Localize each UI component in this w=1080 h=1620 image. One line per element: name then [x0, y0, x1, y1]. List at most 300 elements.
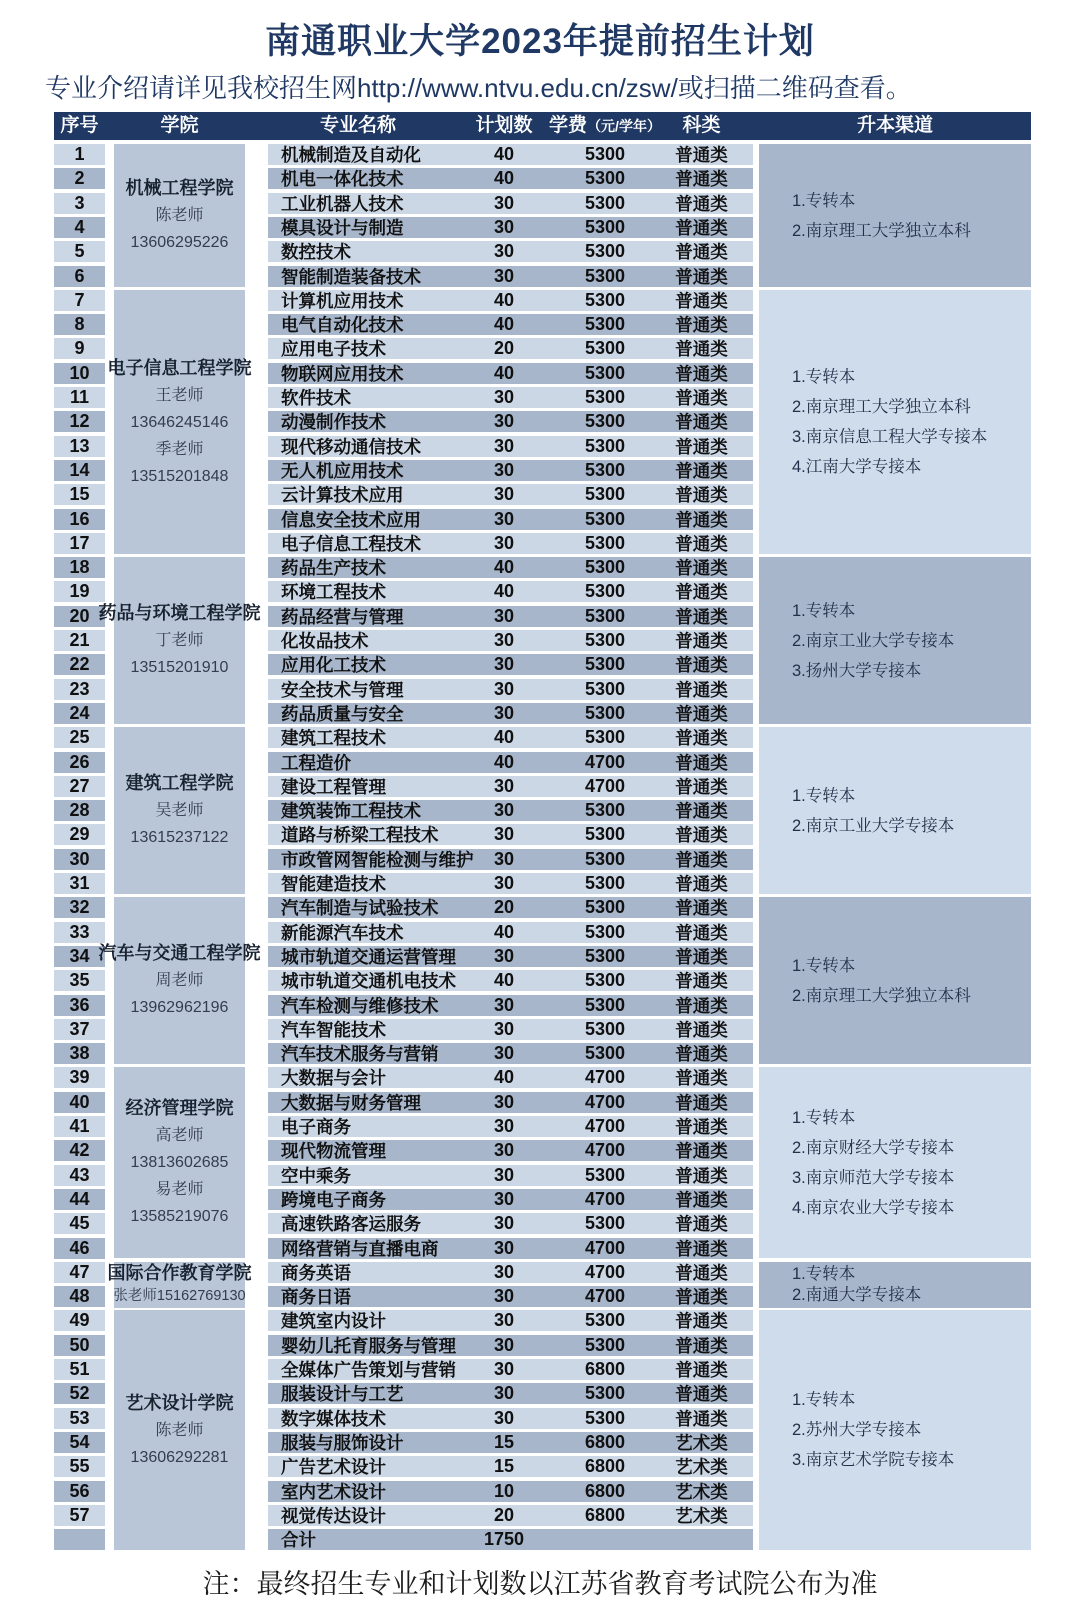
college-cell	[114, 1310, 245, 1550]
row-fee: 5300	[584, 217, 626, 237]
row-seq: 54	[54, 1432, 105, 1453]
channel-item: 4.江南大学专接本	[792, 458, 922, 476]
row-seq: 55	[54, 1456, 105, 1477]
row-seq: 18	[54, 557, 105, 578]
row-seq: 48	[54, 1286, 105, 1307]
row-plan: 30	[493, 1335, 515, 1355]
row-plan: 30	[493, 1092, 515, 1112]
row-category: 艺术类	[675, 1457, 728, 1477]
row-seq: 31	[54, 873, 105, 894]
row-category: 普通类	[675, 1263, 728, 1283]
row-category: 普通类	[675, 510, 728, 530]
row-seq: 38	[54, 1043, 105, 1064]
table-row	[268, 1262, 753, 1283]
row-category: 普通类	[675, 461, 728, 481]
college-cell	[98, 557, 261, 724]
row-fee: 5300	[584, 411, 626, 431]
row-category: 普通类	[675, 607, 728, 627]
college-name: 电子信息工程学院	[107, 357, 252, 378]
table-row	[268, 581, 753, 602]
row-major: 工业机器人技术	[281, 194, 404, 214]
table-row	[268, 314, 753, 335]
table-row	[268, 654, 753, 675]
college-name: 国际合作教育学院	[107, 1263, 252, 1283]
row-category: 普通类	[675, 582, 728, 602]
row-seq: 19	[54, 581, 105, 602]
row-major: 服装设计与工艺	[281, 1384, 404, 1404]
channel-item: 1.专转本	[792, 191, 856, 210]
channel-item: 1.专转本	[792, 1391, 856, 1409]
table-row	[268, 338, 753, 359]
row-fee: 5300	[584, 168, 626, 188]
row-plan: 10	[493, 1481, 515, 1501]
row-fee: 5300	[584, 703, 626, 723]
row-major: 环境工程技术	[281, 582, 386, 602]
table-row	[268, 387, 753, 408]
table-row	[268, 873, 753, 894]
row-major: 建筑工程技术	[281, 728, 386, 748]
row-plan: 40	[493, 314, 515, 334]
row-category: 普通类	[675, 315, 728, 335]
table-row	[268, 1286, 753, 1307]
row-category: 普通类	[675, 169, 728, 189]
row-major: 药品质量与安全	[281, 704, 404, 724]
row-seq: 34	[54, 946, 105, 967]
row-major: 商务英语	[281, 1263, 351, 1283]
row-seq: 57	[54, 1505, 105, 1526]
row-seq: 36	[54, 995, 105, 1016]
row-plan: 30	[493, 995, 515, 1015]
row-plan: 30	[493, 873, 515, 893]
table-row	[268, 995, 753, 1016]
row-seq: 7	[54, 290, 105, 311]
row-category: 普通类	[675, 534, 728, 554]
row-plan: 30	[493, 776, 515, 796]
row-seq: 1	[54, 144, 105, 165]
row-major: 无人机应用技术	[281, 461, 404, 481]
row-seq: 26	[54, 752, 105, 773]
row-fee: 6800	[584, 1456, 626, 1476]
row-major: 现代移动通信技术	[281, 437, 421, 457]
row-fee: 5300	[584, 436, 626, 456]
row-plan: 40	[493, 168, 515, 188]
channel-item: 3.南京艺术学院专接本	[792, 1451, 955, 1469]
row-seq: 40	[54, 1092, 105, 1113]
table-row	[268, 460, 753, 481]
channel-item: 1.专转本	[792, 368, 856, 386]
row-fee: 4700	[584, 1238, 626, 1258]
table-row	[268, 484, 753, 505]
channel-item: 1.专转本	[792, 601, 856, 620]
row-seq: 47	[54, 1262, 105, 1283]
table-row	[268, 557, 753, 578]
row-fee: 5300	[584, 606, 626, 626]
row-fee: 5300	[584, 533, 626, 553]
row-major: 汽车智能技术	[281, 1020, 386, 1040]
row-major: 汽车制造与试验技术	[281, 898, 439, 918]
row-category: 普通类	[675, 1214, 728, 1234]
row-category: 普通类	[675, 1068, 728, 1088]
college-contact: 陈老师	[155, 207, 204, 224]
row-major: 汽车检测与维修技术	[281, 996, 439, 1016]
row-seq: 52	[54, 1383, 105, 1404]
table-row	[268, 1505, 753, 1526]
row-major: 物联网应用技术	[281, 364, 404, 384]
row-plan: 30	[493, 387, 515, 407]
row-seq: 56	[54, 1481, 105, 1502]
row-seq: 53	[54, 1408, 105, 1429]
row-plan: 30	[493, 654, 515, 674]
table-row	[268, 290, 753, 311]
row-seq: 15	[54, 484, 105, 505]
row-category: 普通类	[675, 728, 728, 748]
upgrade-channel-cell	[759, 1310, 1031, 1550]
table-row	[268, 193, 753, 214]
channel-item: 1.专转本	[792, 1265, 856, 1283]
row-fee: 5300	[584, 1213, 626, 1233]
row-category: 普通类	[675, 437, 728, 457]
row-plan: 40	[493, 727, 515, 747]
row-major: 电子信息工程技术	[281, 534, 421, 554]
page-title: 南通职业大学2023年提前招生计划	[265, 22, 815, 61]
row-category: 普通类	[675, 631, 728, 651]
row-plan: 15	[493, 1432, 515, 1452]
fee-unit-label: （元/学年）	[587, 118, 661, 134]
college-cell	[107, 1262, 252, 1308]
row-fee: 5300	[584, 897, 626, 917]
row-category: 普通类	[675, 1117, 728, 1137]
row-fee: 5300	[584, 873, 626, 893]
upgrade-channel-cell	[759, 557, 1031, 724]
channel-item: 2.南京财经大学专接本	[792, 1138, 955, 1157]
enrollment-table	[54, 112, 1031, 1562]
table-row	[268, 1481, 753, 1502]
college-contact: 王老师	[155, 386, 204, 404]
row-fee: 5300	[584, 1335, 626, 1355]
table-row	[268, 411, 753, 432]
table-row	[268, 436, 753, 457]
row-plan: 30	[493, 1043, 515, 1063]
row-major: 网络营销与直播电商	[281, 1239, 439, 1259]
row-major: 大数据与财务管理	[281, 1093, 421, 1113]
channel-item: 3.南京信息工程大学专接本	[792, 428, 988, 446]
row-seq: 11	[54, 387, 105, 408]
row-fee: 5300	[584, 727, 626, 747]
college-contact: 13585219076	[130, 1208, 229, 1225]
row-category: 普通类	[675, 753, 728, 773]
row-seq: 2	[54, 168, 105, 189]
footer-note: 注：最终招生专业和计划数以江苏省教育考试院公布为准	[202, 1569, 878, 1599]
channel-item: 2.南通大学专接本	[792, 1286, 922, 1304]
channel-item: 1.专转本	[792, 956, 856, 975]
row-seq: 27	[54, 776, 105, 797]
college-contact: 季老师	[155, 440, 204, 458]
row-plan: 30	[493, 1408, 515, 1428]
row-seq: 46	[54, 1238, 105, 1259]
row-fee: 5300	[584, 995, 626, 1015]
row-major: 计算机应用技术	[281, 291, 404, 311]
row-plan: 30	[493, 849, 515, 869]
row-plan: 40	[493, 557, 515, 577]
row-category: 普通类	[675, 1093, 728, 1113]
row-major: 全媒体广告策划与营销	[281, 1360, 456, 1380]
row-seq: 42	[54, 1140, 105, 1161]
page-subtitle: 专业介绍请详见我校招生网http://www.ntvu.edu.cn/zsw/或扫描二维码查看。	[45, 73, 912, 103]
row-major: 安全技术与管理	[281, 680, 404, 700]
row-seq: 45	[54, 1213, 105, 1234]
channel-item: 1.专转本	[792, 1108, 856, 1127]
row-seq: 23	[54, 679, 105, 700]
row-major: 应用化工技术	[281, 655, 386, 675]
college-contact: 丁老师	[155, 632, 204, 649]
row-plan: 40	[493, 1067, 515, 1087]
row-major: 数字媒体技术	[281, 1409, 386, 1429]
row-seq: 25	[54, 727, 105, 748]
channel-item: 2.南京理工大学独立本科	[792, 398, 971, 416]
row-fee: 5300	[584, 144, 626, 164]
row-category: 艺术类	[675, 1433, 728, 1453]
row-category: 普通类	[675, 704, 728, 724]
row-major: 城市轨道交通运营管理	[281, 947, 456, 967]
college-contact: 13615237122	[130, 829, 229, 846]
row-plan: 40	[493, 581, 515, 601]
row-seq: 51	[54, 1359, 105, 1380]
table-row	[268, 1456, 753, 1477]
table-row	[268, 922, 753, 943]
table-row	[268, 606, 753, 627]
row-category: 普通类	[675, 364, 728, 384]
table-row	[268, 824, 753, 845]
row-major: 室内艺术设计	[281, 1482, 386, 1502]
upgrade-channel-cell	[759, 1262, 1031, 1308]
table-row	[268, 1067, 753, 1088]
row-plan: 30	[493, 436, 515, 456]
table-row	[268, 727, 753, 748]
row-fee: 5300	[584, 241, 626, 261]
table-row	[268, 1432, 753, 1453]
table-row	[268, 1383, 753, 1404]
table-row	[268, 533, 753, 554]
college-contact: 13606295226	[130, 234, 229, 251]
row-plan: 40	[493, 752, 515, 772]
table-header-row	[54, 112, 1031, 140]
table-row	[268, 679, 753, 700]
row-plan: 30	[493, 1238, 515, 1258]
row-fee: 5300	[584, 193, 626, 213]
row-category: 普通类	[675, 1239, 728, 1259]
college-contact: 高老师	[155, 1127, 204, 1144]
row-major: 机械制造及自动化	[281, 145, 421, 165]
row-plan: 30	[493, 241, 515, 261]
row-category: 艺术类	[675, 1482, 728, 1502]
row-plan: 30	[493, 1213, 515, 1233]
college-cell	[114, 144, 245, 287]
row-category: 普通类	[675, 874, 728, 894]
row-major: 建设工程管理	[281, 777, 386, 797]
row-major: 智能建造技术	[281, 874, 386, 894]
college-contact: 易老师	[155, 1181, 204, 1198]
row-category: 普通类	[675, 267, 728, 287]
table-row	[268, 897, 753, 918]
row-seq: 28	[54, 800, 105, 821]
table-row	[268, 946, 753, 967]
col-header-plan: 计划数	[475, 115, 533, 136]
row-plan: 30	[493, 1189, 515, 1209]
total-row	[268, 1529, 753, 1550]
row-major: 服装与服饰设计	[281, 1433, 404, 1453]
row-seq: 37	[54, 1019, 105, 1040]
row-fee: 4700	[584, 1189, 626, 1209]
channel-item: 3.南京师范大学专接本	[792, 1168, 955, 1187]
table-row	[268, 1140, 753, 1161]
row-seq: 24	[54, 703, 105, 724]
college-contact: 13962962196	[130, 999, 229, 1016]
row-category: 普通类	[675, 339, 728, 359]
college-contact: 吴老师	[155, 802, 204, 819]
row-seq: 17	[54, 533, 105, 554]
row-major: 云计算技术应用	[281, 485, 404, 505]
row-plan: 30	[493, 1359, 515, 1379]
row-plan: 30	[493, 193, 515, 213]
upgrade-channel-cell	[759, 144, 1031, 287]
table-row	[268, 1019, 753, 1040]
table-row	[268, 1116, 753, 1137]
row-major: 建筑室内设计	[281, 1311, 386, 1331]
row-plan: 40	[493, 144, 515, 164]
row-seq: 32	[54, 897, 105, 918]
row-category: 普通类	[675, 825, 728, 845]
row-seq: 43	[54, 1165, 105, 1186]
row-major: 电气自动化技术	[281, 315, 404, 335]
table-row	[268, 970, 753, 991]
row-plan: 20	[493, 897, 515, 917]
row-major: 智能制造装备技术	[281, 267, 421, 287]
table-row	[268, 168, 753, 189]
row-seq: 16	[54, 509, 105, 530]
row-major: 市政管网智能检测与维护	[281, 850, 474, 870]
college-contact: 13813602685	[130, 1154, 229, 1171]
table-row	[268, 1359, 753, 1380]
table-row	[268, 703, 753, 724]
row-fee: 5300	[584, 800, 626, 820]
row-seq: 20	[54, 606, 105, 627]
row-category: 普通类	[675, 801, 728, 821]
college-name: 药品与环境工程学院	[98, 603, 261, 623]
row-major: 应用电子技术	[281, 339, 386, 359]
row-category: 普通类	[675, 412, 728, 432]
table-row	[268, 363, 753, 384]
table-row	[268, 849, 753, 870]
college-name: 艺术设计学院	[125, 1392, 234, 1413]
college-name: 建筑工程学院	[125, 773, 234, 793]
college-contact: 张老师15162769130	[113, 1288, 246, 1304]
college-name: 汽车与交通工程学院	[98, 943, 261, 963]
college-contact: 陈老师	[155, 1421, 204, 1439]
row-major: 视觉传达设计	[281, 1506, 386, 1526]
row-seq: 44	[54, 1189, 105, 1210]
row-plan: 30	[493, 460, 515, 480]
row-fee: 5300	[584, 824, 626, 844]
row-category: 普通类	[675, 558, 728, 578]
row-major: 机电一体化技术	[281, 169, 404, 189]
row-category: 普通类	[675, 388, 728, 408]
row-plan: 40	[493, 363, 515, 383]
row-seq: 41	[54, 1116, 105, 1137]
table-row	[268, 217, 753, 238]
table-row	[268, 1335, 753, 1356]
row-category: 普通类	[675, 1166, 728, 1186]
row-fee: 5300	[584, 1310, 626, 1330]
row-seq: 49	[54, 1310, 105, 1331]
row-fee: 4700	[584, 1067, 626, 1087]
row-category: 普通类	[675, 655, 728, 675]
table-row	[268, 1165, 753, 1186]
row-plan: 30	[493, 630, 515, 650]
row-fee: 5300	[584, 290, 626, 310]
row-plan: 30	[493, 824, 515, 844]
row-major: 跨境电子商务	[281, 1190, 386, 1210]
row-fee: 5300	[584, 630, 626, 650]
row-major: 空中乘务	[281, 1166, 351, 1186]
row-seq: 29	[54, 824, 105, 845]
row-fee: 5300	[584, 1408, 626, 1428]
row-major: 动漫制作技术	[281, 412, 386, 432]
row-major: 广告艺术设计	[281, 1457, 386, 1477]
row-seq: 3	[54, 193, 105, 214]
row-category: 普通类	[675, 485, 728, 505]
row-category: 普通类	[675, 947, 728, 967]
channel-item: 4.南京农业大学专接本	[792, 1198, 955, 1217]
table-row	[268, 1213, 753, 1234]
upgrade-channel-cell	[759, 897, 1031, 1064]
row-fee: 5300	[584, 509, 626, 529]
college-cell	[114, 727, 245, 894]
row-fee: 5300	[584, 338, 626, 358]
row-major: 药品生产技术	[281, 558, 386, 578]
col-header-channel: 升本渠道	[856, 115, 933, 136]
row-major: 大数据与会计	[281, 1068, 386, 1088]
table-row	[268, 144, 753, 165]
row-seq: 22	[54, 654, 105, 675]
row-fee: 6800	[584, 1432, 626, 1452]
table-row	[268, 1092, 753, 1113]
row-category: 普通类	[675, 1311, 728, 1331]
table-row	[268, 241, 753, 262]
row-major: 高速铁路客运服务	[281, 1214, 421, 1234]
college-cell	[98, 897, 261, 1064]
row-category: 普通类	[675, 1044, 728, 1064]
col-header-category: 科类	[682, 115, 721, 136]
row-plan: 30	[493, 1165, 515, 1185]
row-plan: 15	[493, 1456, 515, 1476]
row-fee: 5300	[584, 679, 626, 699]
row-fee: 4700	[584, 1286, 626, 1306]
row-seq: 9	[54, 338, 105, 359]
row-fee: 5300	[584, 266, 626, 286]
row-category: 普通类	[675, 1384, 728, 1404]
row-seq	[54, 1529, 105, 1550]
college-cell	[107, 290, 252, 554]
row-major: 现代物流管理	[281, 1141, 386, 1161]
row-fee: 4700	[584, 776, 626, 796]
row-plan: 30	[493, 1140, 515, 1160]
row-category: 普通类	[675, 218, 728, 238]
row-seq: 14	[54, 460, 105, 481]
row-fee: 5300	[584, 946, 626, 966]
col-header-major: 专业名称	[319, 115, 396, 136]
row-plan: 40	[493, 970, 515, 990]
row-category: 普通类	[675, 777, 728, 797]
